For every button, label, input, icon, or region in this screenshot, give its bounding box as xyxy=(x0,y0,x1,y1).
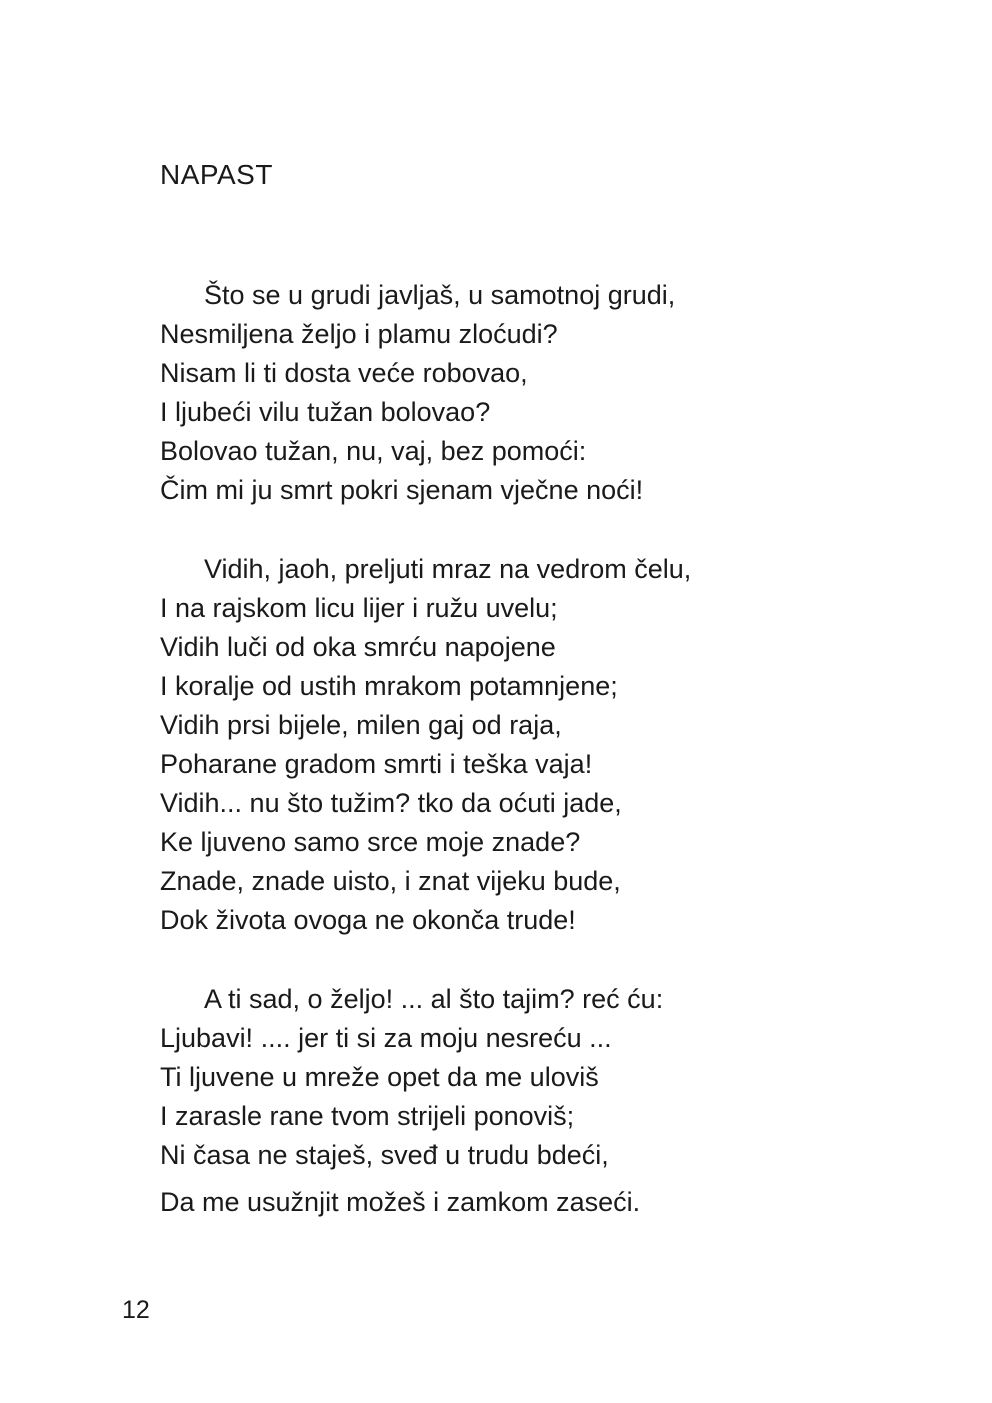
verse-line: Vidih, jaoh, preljuti mraz na vedrom čelu, xyxy=(204,554,692,584)
stanza-2 xyxy=(160,550,691,940)
verse-line: Poharane gradom smrti i teška vaja! xyxy=(160,749,593,779)
verse-line: Znade, znade uisto, i znat vijeku bude, xyxy=(160,866,621,896)
stanza-3 xyxy=(160,980,663,1222)
verse-line: Dok života ovoga ne okonča trude! xyxy=(160,905,576,935)
verse-line: Što se u grudi javljaš, u samotnoj grudi, xyxy=(204,280,676,310)
verse-line: I na rajskom licu lijer i ružu uvelu; xyxy=(160,593,558,623)
poem-title: NAPAST xyxy=(160,159,273,190)
verse-line: Da me usužnjit možeš i zamkom zaseći. xyxy=(160,1187,641,1217)
verse-line: I zarasle rane tvom strijeli ponoviš; xyxy=(160,1101,575,1131)
verse-line: I koralje od ustih mrakom potamnjene; xyxy=(160,671,618,701)
verse-line: A ti sad, o željo! ... al što tajim? reć ću: xyxy=(204,984,664,1014)
verse-line: Vidih prsi bijele, milen gaj od raja, xyxy=(160,710,562,740)
verse-line: Ljubavi! .... jer ti si za moju nesreću ... xyxy=(160,1023,612,1053)
verse-line: Ni časa ne staješ, sveđ u trudu bdeći, xyxy=(160,1140,609,1170)
verse-line: Ti ljuvene u mreže opet da me uloviš xyxy=(160,1062,599,1092)
verse-line: Bolovao tužan, nu, vaj, bez pomoći: xyxy=(160,436,587,466)
verse-line: Nisam li ti dosta veće robovao, xyxy=(160,358,528,388)
verse-line: Čim mi ju smrt pokri sjenam vječne noći! xyxy=(160,475,644,505)
verse-line: Ke ljuveno samo srce moje znade? xyxy=(160,827,581,857)
page-number: 12 xyxy=(122,1296,150,1324)
verse-line: Nesmiljena željo i plamu zloćudi? xyxy=(160,319,558,349)
verse-line: I ljubeći vilu tužan bolovao? xyxy=(160,397,491,427)
stanza-1 xyxy=(160,276,675,510)
verse-line: Vidih... nu što tužim? tko da oćuti jade, xyxy=(160,788,622,818)
verse-line: Vidih luči od oka smrću napojene xyxy=(160,632,556,662)
